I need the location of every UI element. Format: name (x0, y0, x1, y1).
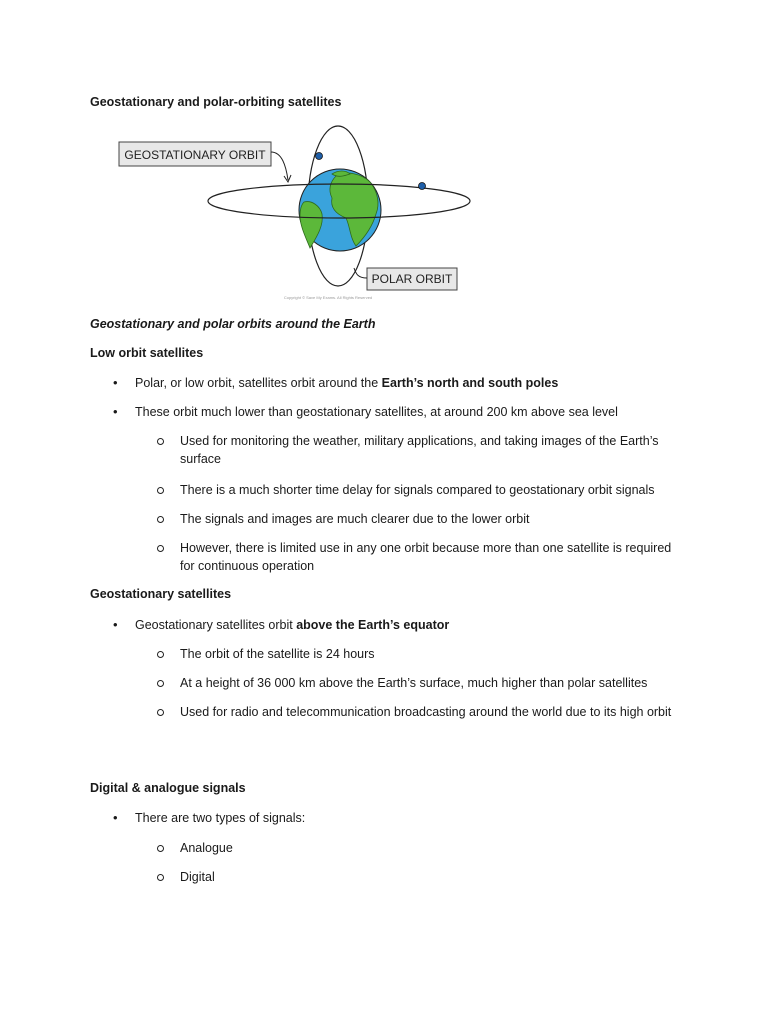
bullet-marker: • (113, 375, 118, 390)
sub-list-item: At a height of 36 000 km above the Earth’s surface, much higher than polar satellites (180, 676, 648, 690)
sub-list-item: Used for monitoring the weather, military applications, and taking images of the Earth’s surface (180, 434, 659, 466)
sub-list-item: There is a much shorter time delay for signals compared to geostationary orbit signals (180, 483, 655, 497)
list-item-text: Geostationary satellites orbit (135, 618, 297, 632)
list-item: There are two types of signals: (135, 811, 306, 825)
sub-bullet-marker (157, 516, 164, 523)
sub-list-item: Digital (180, 870, 215, 884)
geostationary-pointer (271, 152, 288, 180)
sub-bullet-marker (157, 845, 164, 852)
page-title: Geostationary and polar-orbiting satellites (90, 95, 342, 109)
list-item-text: Polar, or low orbit, satellites orbit around the (135, 376, 382, 390)
polar-label: POLAR ORBIT (371, 272, 453, 286)
bullet-marker: • (113, 404, 118, 419)
sub-list-item: Analogue (180, 841, 233, 855)
sub-list-item: Used for radio and telecommunication broadcasting around the world due to its high orbit (180, 705, 672, 719)
orbit-diagram (110, 122, 480, 304)
sub-bullet-marker (157, 487, 164, 494)
bullet-marker: • (113, 617, 118, 632)
list-item: These orbit much lower than geostationary satellites, at around 200 km above sea level (135, 405, 618, 419)
bullet-marker: • (113, 810, 118, 825)
sub-list-item: The signals and images are much clearer due to the lower orbit (180, 512, 530, 526)
geostationary-label: GEOSTATIONARY ORBIT (124, 148, 266, 162)
list-item (135, 374, 695, 392)
sub-bullet-marker (157, 438, 164, 445)
sub-bullet-marker (157, 545, 164, 552)
list-item-emphasis: Earth’s north and south poles (381, 376, 559, 390)
sub-list-item: However, there is limited use in any one orbit because more than one satellite is required for continuous operation (180, 541, 672, 573)
geostationary-satellite (419, 183, 426, 190)
sub-bullet-marker (157, 874, 164, 881)
section-heading-signals: Digital & analogue signals (90, 781, 246, 795)
sub-bullet-marker (157, 680, 164, 687)
sub-list-item: The orbit of the satellite is 24 hours (180, 647, 375, 661)
copyright-text: Copyright © Save My Exams. All Rights Reserved (283, 295, 373, 300)
section-heading-geostationary: Geostationary satellites (90, 587, 232, 601)
figure-caption: Geostationary and polar orbits around the Earth (90, 317, 376, 331)
section-heading-low-orbit: Low orbit satellites (90, 346, 204, 360)
sub-bullet-marker (157, 651, 164, 658)
sub-bullet-marker (157, 709, 164, 716)
list-item-emphasis: above the Earth’s equator (296, 618, 450, 632)
list-item (135, 616, 695, 634)
polar-satellite (316, 153, 323, 160)
